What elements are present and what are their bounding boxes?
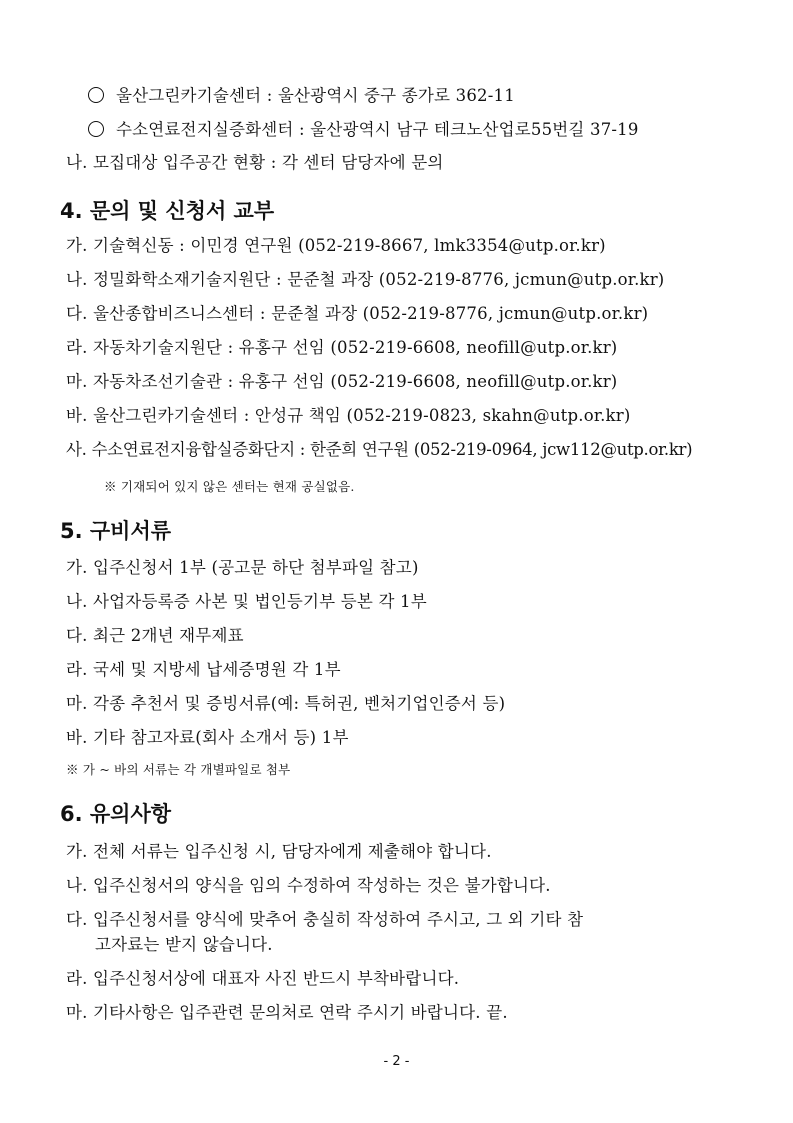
section-heading: 6. 유의사항: [60, 802, 172, 826]
contact-item: 가. 기술혁신동 : 이민경 연구원 (052-219-8667, lmk3354@utp.or.kr): [66, 236, 606, 255]
contact-item: 나. 정밀화학소재기술지원단 : 문준철 과장 (052-219-8776, jcmun@utp.or.kr): [66, 270, 665, 289]
notice-item: 나. 입주신청서의 양식을 임의 수정하여 작성하는 것은 불가합니다.: [66, 876, 551, 895]
notice-item: 라. 입주신청서상에 대표자 사진 반드시 부착바랍니다.: [66, 969, 460, 988]
contact-item: 라. 자동차기술지원단 : 유홍구 선임 (052-219-6608, neofill@utp.or.kr): [66, 338, 618, 357]
contact-item: 마. 자동차조선기술관 : 유홍구 선임 (052-219-6608, neofill@utp.or.kr): [66, 372, 618, 391]
location-bullet: [88, 119, 639, 141]
notice-item: 다. 입주신청서를 양식에 맞추어 충실히 작성하여 주시고, 그 외 기타 참: [66, 910, 584, 929]
document-item: 바. 기타 참고자료(회사 소개서 등) 1부: [66, 728, 349, 747]
contact-item: 사. 수소연료전지융합실증화단지 : 한준희 연구원 (052-219-0964, jcw112@utp.or.kr): [66, 440, 693, 459]
circle-bullet-icon: [88, 121, 104, 137]
notice-item-continuation: 고자료는 받지 않습니다.: [95, 935, 273, 954]
contact-item: 바. 울산그린카기술센터 : 안성규 책임 (052-219-0823, skahn@utp.or.kr): [66, 406, 631, 425]
note-text: ※ 기재되어 있지 않은 센터는 현재 공실없음.: [104, 479, 355, 494]
document-item: 마. 각종 추천서 및 증빙서류(예: 특허권, 벤처기업인증서 등): [66, 694, 506, 713]
location-text: 울산그린카기술센터 : 울산광역시 중구 종가로 362-11: [116, 86, 515, 105]
contact-item: 다. 울산종합비즈니스센터 : 문준철 과장 (052-219-8776, jcmun@utp.or.kr): [66, 304, 649, 323]
circle-bullet-icon: [88, 87, 104, 103]
section-heading: 4. 문의 및 신청서 교부: [60, 199, 275, 223]
notice-item: 가. 전체 서류는 입주신청 시, 담당자에게 제출해야 합니다.: [66, 842, 492, 861]
location-bullet: [88, 85, 515, 107]
notice-item: 마. 기타사항은 입주관련 문의처로 연락 주시기 바랍니다. 끝.: [66, 1003, 508, 1022]
document-item: 다. 최근 2개년 재무제표: [66, 626, 244, 645]
page-number: - 2 -: [383, 1054, 410, 1069]
section-heading: 5. 구비서류: [60, 519, 172, 543]
list-item: 나. 모집대상 입주공간 현황 : 각 센터 담당자에 문의: [66, 153, 444, 172]
document-item: 라. 국세 및 지방세 납세증명원 각 1부: [66, 660, 341, 679]
location-text: 수소연료전지실증화센터 : 울산광역시 남구 테크노산업로55번길 37-19: [116, 120, 639, 139]
document-item: 나. 사업자등록증 사본 및 법인등기부 등본 각 1부: [66, 592, 427, 611]
document-item: 가. 입주신청서 1부 (공고문 하단 첨부파일 참고): [66, 558, 419, 577]
note-text: ※ 가 ~ 바의 서류는 각 개별파일로 첨부: [66, 762, 291, 777]
